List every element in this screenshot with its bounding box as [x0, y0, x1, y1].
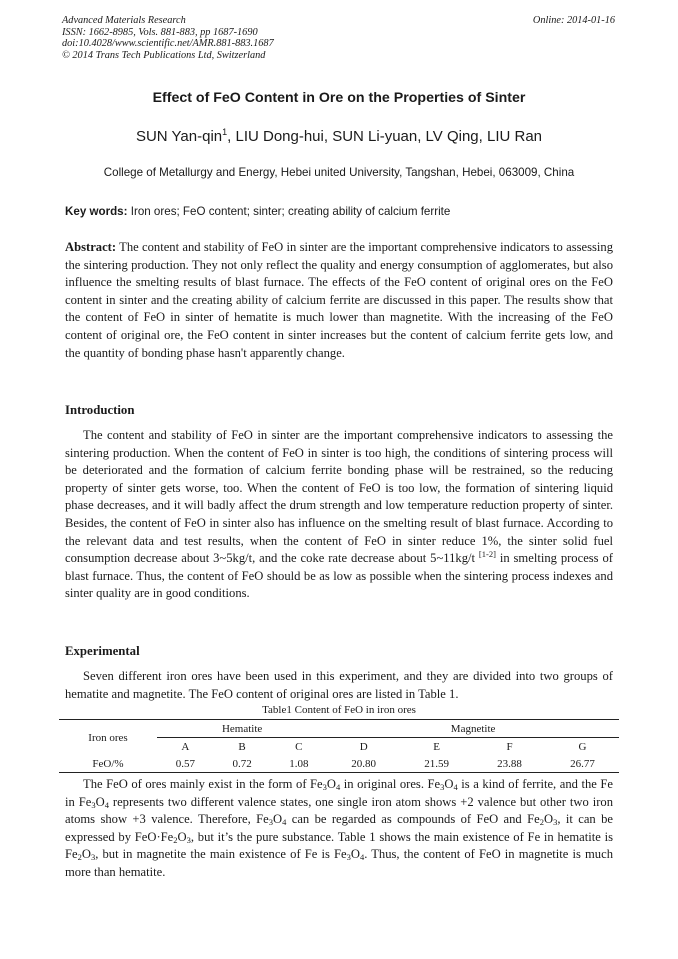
abstract-text: The content and stability of FeO in sinter are the important comprehensive indicators to assessing the sintering production. They not only reflect the quality and energy consumption of agglomerates, but also influence the smelting results of blast furnace. The effects of the FeO content of original ores on the FeO content in sinter and the creating ability of calcium ferrite are discussed in this paper. The results show that the content of FeO in sinter of hematite is much lower than magnetite. With the increasing of the FeO content of original ore, the FeO content in sinter increases but the content of calcium ferrite gets low, and the quantity of bonding phase hasn't apparently change.	[65, 240, 614, 360]
journal-copyright: © 2014 Trans Tech Publications Ltd, Switzerland	[62, 49, 266, 61]
subscript: 3	[91, 799, 96, 810]
journal-name: Advanced Materials Research	[62, 15, 186, 26]
table-cell: 21.59	[400, 755, 473, 773]
subscript: 4	[453, 782, 458, 792]
keywords-label: Key words:	[65, 205, 128, 218]
other-authors: , LIU Dong-hui, SUN Li-yuan, LV Qing, LIU Ran	[227, 128, 543, 145]
text-run: O	[350, 847, 360, 862]
text-run: , but it’s the pure substance. Table 1 shows the main existence of Fe in hematite is Fe	[65, 829, 613, 862]
group-magnetite: Magnetite	[327, 720, 619, 738]
subscript: 2	[539, 817, 544, 828]
table-cell: 26.77	[546, 755, 619, 773]
subscript: 3	[268, 817, 273, 828]
intro-text-a: The content and stability of FeO in sinter are the important comprehensive indicators to assessing the sintering production. When the content of FeO in sinter is too high, the conditions of sintering process will be deteriorated and the formation of calcium ferrite bonding phase will be restrained, so the reducing property of sinter gets worse, too. When the content of FeO is too low, the formation of sintering liquid phase decreases, and it will badly affect the drum strength and low temperature reduction property of sinter. Besides, the content of FeO in sinter also has influence on the smelting result of blast furnace. According to the relevant data and test results, when the content of FeO in sinter reduce 1%, the sinter solid fuel consumption decrease about 3~5kg/t, and the coke rate decrease about 5~11kg/t	[65, 428, 613, 566]
table-cell: 0.57	[157, 755, 214, 773]
row-label: FeO/%	[59, 755, 157, 773]
column-header: D	[359, 740, 368, 753]
group-hematite: Hematite	[157, 720, 327, 738]
subscript: 2	[77, 852, 82, 863]
text-run: can be regarded as compounds of FeO and Fe	[286, 812, 540, 827]
abstract	[65, 239, 613, 362]
table-row-header: Iron ores	[59, 720, 157, 756]
subscript: 3	[322, 782, 327, 792]
text-run: . Thus, the content of FeO in magnetite is much more than hematite.	[65, 847, 613, 879]
journal-doi: doi:10.4028/www.scientific.net/AMR.881-883.1687	[62, 38, 274, 49]
subscript: 4	[282, 817, 287, 828]
text-run: in original ores. Fe	[340, 777, 441, 791]
abstract-label: Abstract:	[65, 240, 117, 254]
affiliation: College of Metallurgy and Energy, Hebei united University, Tangshan, Hebei, 063009, China	[103, 166, 575, 179]
subscript: 4	[104, 799, 109, 810]
subscript: 3	[440, 782, 445, 792]
column-header: C	[295, 740, 303, 753]
experimental-heading: Experimental	[65, 644, 140, 658]
text-run: O	[543, 812, 554, 827]
keywords-text: Iron ores; FeO content; sinter; creating ability of calcium ferrite	[130, 205, 451, 218]
table-caption: Table1 Content of FeO in iron ores	[262, 704, 416, 716]
table-row	[59, 755, 619, 773]
text-run: O	[95, 794, 105, 809]
column-header: F	[506, 740, 513, 753]
keywords	[65, 205, 450, 218]
table-group-row	[59, 720, 619, 738]
author-list	[0, 128, 678, 145]
experimental-paragraph: Seven different iron ores have been used in this experiment, and they are divided into two groups of hematite and magnetite. The FeO content of original ores are listed in Table 1.	[65, 669, 613, 701]
text-run: O	[177, 829, 187, 844]
introduction-paragraph	[65, 427, 613, 603]
text-run: represents two different valence states, one single iron atom shows +2 valence but other two iron atoms show +3 valence. Therefore, Fe	[65, 794, 613, 827]
text-run: O	[444, 777, 454, 791]
column-header: B	[238, 740, 246, 753]
column-header: G	[578, 740, 587, 753]
paper-title: Effect of FeO Content in Ore on the Properties of Sinter	[152, 90, 526, 106]
subscript: 3	[553, 817, 558, 828]
subscript: 2	[173, 834, 178, 845]
text-run: O	[81, 847, 91, 862]
post-table-paragraph	[65, 776, 613, 882]
citation: [1-2]	[478, 549, 496, 560]
affiliation-marker: 1	[222, 127, 228, 137]
subscript: 3	[186, 834, 191, 845]
column-header: A	[181, 740, 190, 753]
text-run: , but in magnetite the main existence of Fe is Fe	[95, 847, 347, 862]
text-run: , it can be expressed by FeO·Fe	[65, 812, 613, 844]
journal-header	[62, 15, 274, 61]
text-run: O	[272, 812, 283, 827]
first-author: SUN Yan-qin	[135, 128, 223, 145]
text-run: is a kind of ferrite, and the Fe in Fe	[65, 777, 613, 809]
journal-issn: ISSN: 1662-8985, Vols. 881-883, pp 1687-1690	[62, 26, 258, 38]
text-run: The FeO of ores mainly exist in the form of Fe	[83, 777, 323, 791]
intro-text-b: in smelting process of blast furnace. Thus, the content of FeO should be as low as possible when the sintering process indexes and sinter quality are in good conditions.	[65, 551, 613, 601]
column-header: E	[433, 740, 440, 753]
feo-table	[59, 719, 619, 773]
subscript: 3	[90, 852, 96, 863]
subscript: 4	[359, 852, 365, 863]
table-cell: 1.08	[270, 755, 327, 773]
table-cell: 23.88	[473, 755, 546, 773]
subscript: 3	[346, 852, 351, 863]
online-date: Online: 2014-01-16	[532, 15, 615, 26]
table-cell: 20.80	[327, 755, 400, 773]
introduction-heading: Introduction	[65, 403, 135, 417]
subscript: 4	[336, 782, 341, 792]
text-run: O	[326, 777, 337, 791]
table-cell: 0.72	[214, 755, 271, 773]
